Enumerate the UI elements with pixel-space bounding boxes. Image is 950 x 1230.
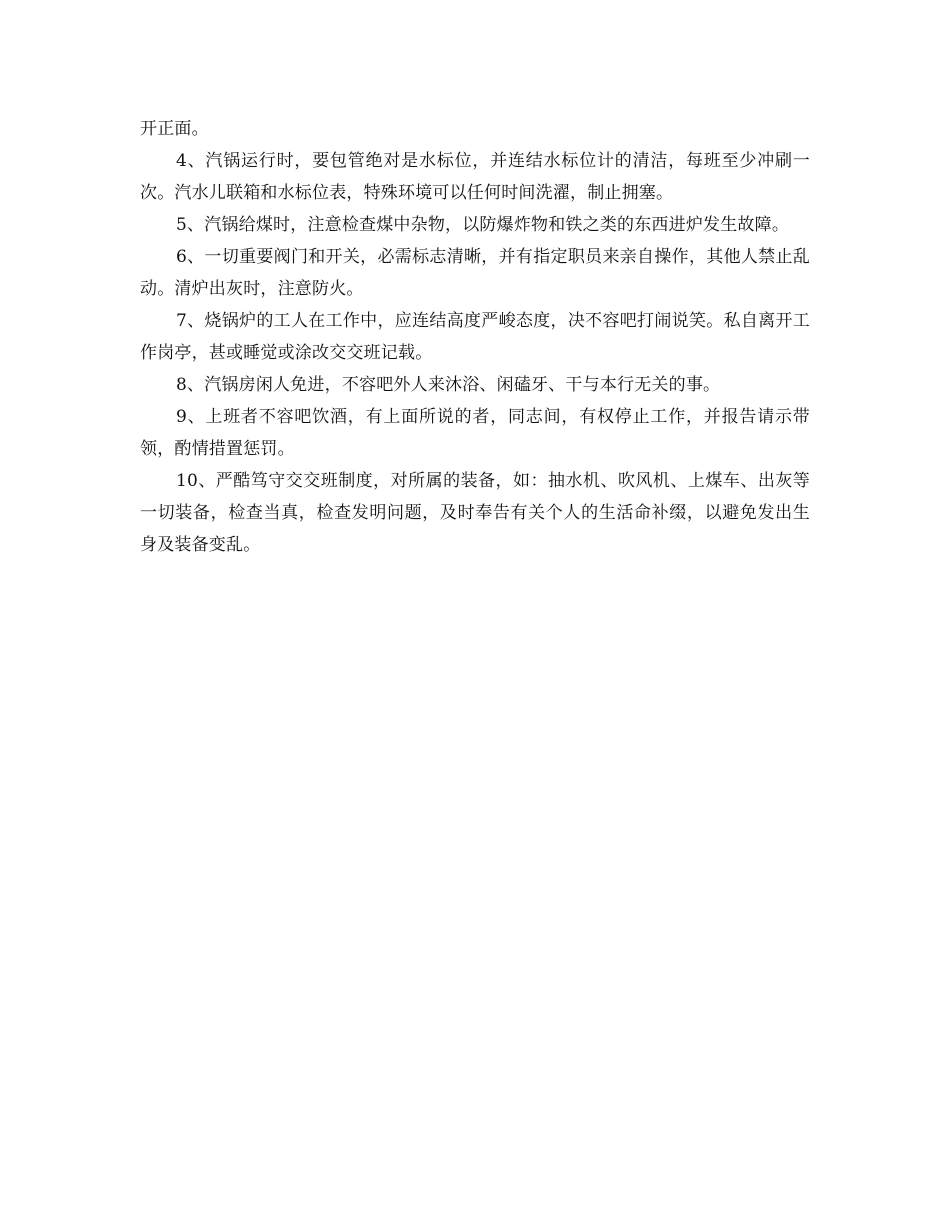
paragraph-continuation: 开正面。 [140, 119, 209, 139]
document-body [140, 113, 810, 561]
paragraph-item-6: 6、一切重要阀门和开关，必需标志清晰，并有指定职员来亲自操作，其他人禁止乱动。清炉出灰时，注意防火。 [140, 247, 810, 299]
paragraph-item-9: 9、上班者不容吧饮酒，有上面所说的者，同志间，有权停止工作，并报告请示带领，酌情措置惩罚。 [140, 407, 810, 459]
paragraph-item-5: 5、汽锅给煤时，注意检查煤中杂物，以防爆炸物和铁之类的东西进炉发生故障。 [176, 215, 790, 235]
paragraph-item-10: 10、严酷笃守交交班制度，对所属的装备，如：抽水机、吹风机、上煤车、出灰等一切装备，检查当真，检查发明问题，及时奉告有关个人的生活命补缀，以避免发出生身及装备变乱。 [140, 471, 810, 555]
paragraph-item-7: 7、烧锅炉的工人在工作中，应连结高度严峻态度，决不容吧打闹说笑。私自离开工作岗亭，甚或睡觉或涂改交交班记载。 [140, 311, 810, 363]
paragraph-item-8: 8、汽锅房闲人免进，不容吧外人来沐浴、闲磕牙、干与本行无关的事。 [176, 375, 721, 395]
paragraph-item-4: 4、汽锅运行时，要包管绝对是水标位，并连结水标位计的清洁，每班至少冲刷一次。汽水儿联箱和水标位表，特殊环境可以任何时间洗濯，制止拥塞。 [140, 151, 810, 203]
